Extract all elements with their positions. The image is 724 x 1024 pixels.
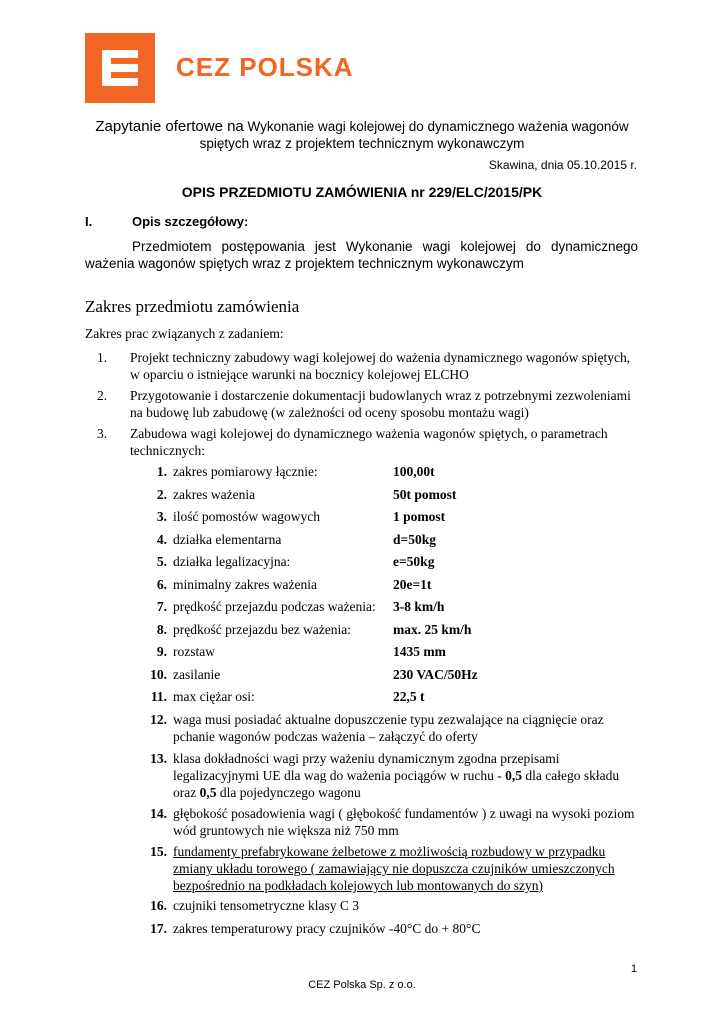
param-label: zakres pomiarowy łącznie:: [173, 464, 318, 479]
param-row: [147, 805, 647, 839]
param-text: zakres temperaturowy pracy czujników -40°C do + 80°C: [173, 921, 481, 936]
param-number: 11.: [150, 689, 167, 704]
param-value: 230 VAC/50Hz: [393, 667, 478, 682]
param-number: 2.: [156, 487, 167, 502]
document-title: OPIS PRZEDMIOTU ZAMÓWIENIA nr 229/ELC/2015/PK: [181, 184, 543, 200]
param-label: max ciężar osi:: [173, 689, 255, 704]
param-row: [147, 463, 647, 480]
param-text: oraz: [173, 785, 200, 800]
param-row: [147, 666, 647, 683]
param-value: e=50kg: [393, 554, 435, 569]
param-number: 9.: [156, 644, 167, 659]
param-number: 4.: [156, 532, 167, 547]
cez-logo-icon: [85, 33, 155, 103]
list-item-number: 2.: [97, 388, 108, 403]
param-value: 1 pomost: [393, 509, 446, 524]
param-text: dla pojedynczego wagonu: [216, 785, 361, 800]
list-item-number: 1.: [97, 350, 108, 365]
intro-line2: ważenia wagonów spiętych wraz z projektem technicznym wykonawczym: [85, 256, 524, 271]
param-number: 14.: [150, 806, 167, 821]
subject: [60, 118, 664, 152]
list-item-line: Projekt techniczny zabudowy wagi kolejowej do ważenia dynamicznego wagonów spiętych,: [130, 350, 631, 365]
list-item-line: Przygotowanie i dostarczenie dokumentacji budowlanych wraz z potrzebnymi zezwoleniami: [130, 388, 631, 403]
param-value: 3-8 km/h: [393, 599, 445, 614]
param-text: legalizacyjnymi UE dla wag do ważenia pociągów w ruchu -: [173, 768, 506, 783]
param-row: [147, 920, 647, 937]
param-text: głębokość posadowienia wagi ( głębokość fundamentów ) z uwagi na wysoki poziom: [173, 806, 635, 821]
subject-line2: spiętych wraz z projektem technicznym wykonawczym: [199, 136, 525, 151]
footer-company: CEZ Polska Sp. z o.o.: [308, 979, 416, 991]
document-date: Skawina, dnia 05.10.2015 r.: [488, 158, 637, 172]
param-label: prędkość przejazdu bez ważenia:: [173, 622, 352, 637]
param-label: ilość pomostów wagowych: [173, 509, 320, 524]
param-number: 8.: [156, 622, 167, 637]
param-text-bold: 0,5: [505, 768, 523, 783]
param-label: prędkość przejazdu podczas ważenia:: [173, 599, 376, 614]
section-number: I.: [85, 214, 93, 229]
param-row: [147, 531, 647, 548]
param-row: [147, 576, 647, 593]
list-item-line: na budowę lub zabudowę (w zależności od oceny sposobu montażu wagi): [130, 405, 529, 420]
param-text: zmiany układu torowego ( zamawiający nie dopuszcza czujników umieszczonych: [173, 861, 615, 876]
param-number: 12.: [150, 712, 167, 727]
section-intro: [85, 238, 638, 272]
param-number: 1.: [156, 464, 167, 479]
param-value: 50t pomost: [393, 487, 457, 502]
param-value: d=50kg: [393, 532, 436, 547]
list-item-line: Zabudowa wagi kolejowej do dynamicznego ważenia wagonów spiętych, o parametrach: [130, 426, 608, 441]
param-row: [147, 643, 647, 660]
param-value: 100,00t: [393, 464, 435, 479]
param-text-bold: 0,5: [199, 785, 217, 800]
param-row: [147, 897, 647, 914]
param-text: fundamenty prefabrykowane żelbetowe z możliwością rozbudowy w przypadku: [173, 844, 606, 859]
param-number: 5.: [156, 554, 167, 569]
list-item-line: technicznych:: [130, 443, 205, 458]
list-item: [85, 349, 645, 383]
param-row: [147, 711, 647, 745]
param-value: 20e=1t: [393, 577, 432, 592]
list-item-line: w oparciu o istniejące warunki na bocznicy kolejowej ELCHO: [130, 367, 469, 382]
param-text: wód gruntowych nie większa niż 750 mm: [173, 823, 399, 838]
param-row: [147, 688, 647, 705]
param-label: rozstaw: [173, 644, 215, 659]
param-text: klasa dokładności wagi przy ważeniu dynamicznym zgodna przepisami: [173, 751, 560, 766]
param-number: 10.: [150, 667, 167, 682]
param-label: działka legalizacyjna:: [173, 554, 291, 569]
param-row: [147, 750, 647, 801]
list-item-number: 3.: [97, 426, 108, 441]
param-label: zakres ważenia: [173, 487, 256, 502]
list-item: [85, 425, 645, 459]
param-number: 7.: [156, 599, 167, 614]
param-row: [147, 508, 647, 525]
param-text: bezpośrednio na podkładach kolejowych lub montowanych do szyn): [173, 878, 544, 893]
param-value: 1435 mm: [393, 644, 446, 659]
param-value: 22,5 t: [393, 689, 425, 704]
param-row: [147, 598, 647, 615]
param-number: 3.: [156, 509, 167, 524]
logo-text: CEZ POLSKA: [176, 52, 354, 82]
param-number: 16.: [150, 898, 167, 913]
scope-heading: Zakres przedmiotu zamówienia: [85, 297, 300, 316]
page-number: 1: [630, 963, 637, 975]
subject-lead: Zapytanie ofertowe na: [95, 118, 244, 135]
param-label: zasilanie: [173, 667, 221, 682]
intro-line1: Przedmiotem postępowania jest Wykonanie wagi kolejowej do dynamicznego: [132, 239, 638, 254]
subject-rest: Wykonanie wagi kolejowej do dynamicznego ważenia wagonów: [243, 119, 629, 134]
param-text: pchanie wagonów podczas ważenia – załączyć do oferty: [173, 729, 478, 744]
param-text: dla całego składu: [522, 768, 620, 783]
param-row: [147, 843, 647, 894]
list-item: [85, 387, 645, 421]
param-text: waga musi posiadać aktualne dopuszczenie typu zezwalające na ciągnięcie oraz: [173, 712, 604, 727]
section-title: Opis szczegółowy:: [132, 214, 249, 229]
scope-subheading: Zakres prac związanych z zadaniem:: [85, 326, 284, 341]
param-label: działka elementarna: [173, 532, 282, 547]
param-number: 13.: [150, 751, 167, 766]
param-number: 15.: [150, 844, 167, 859]
param-text: czujniki tensometryczne klasy C 3: [173, 898, 359, 913]
param-number: 6.: [156, 577, 167, 592]
param-row: [147, 621, 647, 638]
param-label: minimalny zakres ważenia: [173, 577, 317, 592]
param-row: [147, 553, 647, 570]
param-number: 17.: [150, 921, 167, 936]
param-value: max. 25 km/h: [393, 622, 472, 637]
param-row: [147, 486, 647, 503]
